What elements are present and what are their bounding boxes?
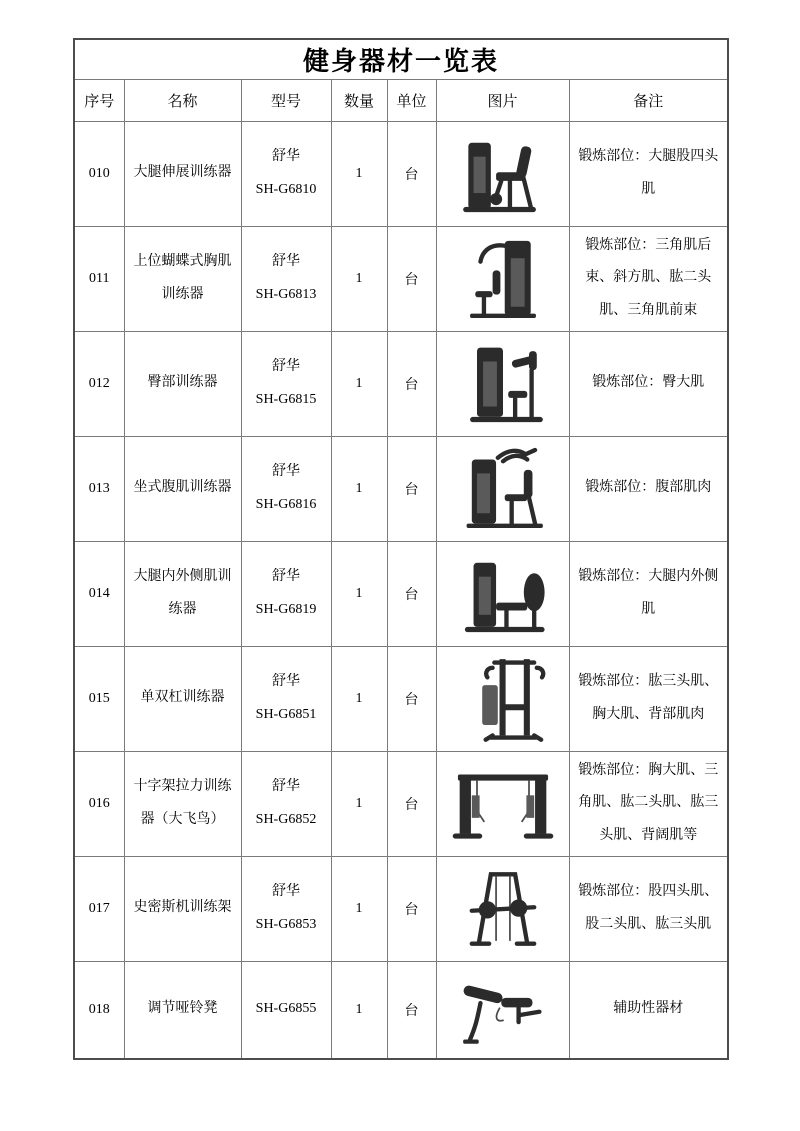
equipment-model-cell <box>241 646 331 751</box>
row-number: 010 <box>74 121 124 226</box>
model-number: SH-G6810 <box>255 181 317 197</box>
unit-value: 台 <box>387 856 436 961</box>
equipment-name: 坐式腹肌训练器 <box>124 436 241 541</box>
equipment-name: 十字架拉力训练器（大飞鸟） <box>124 751 241 856</box>
equipment-image-cell <box>436 121 569 226</box>
unit-value: 台 <box>387 331 436 436</box>
table-row <box>74 331 728 436</box>
equipment-icon <box>452 774 553 838</box>
equipment-name: 臀部训练器 <box>124 331 241 436</box>
equipment-image-cell <box>436 751 569 856</box>
quantity-value: 1 <box>331 121 387 226</box>
smith-machine-image <box>451 863 555 955</box>
equipment-name: 史密斯机训练架 <box>124 856 241 961</box>
quantity-value: 1 <box>331 226 387 331</box>
table-row <box>74 541 728 646</box>
equipment-table <box>73 38 729 1060</box>
column-header-no: 序号 <box>74 79 124 121</box>
model-number: SH-G6815 <box>255 391 317 407</box>
remark-text: 锻炼部位：三角肌后束、斜方肌、肱二头肌、三角肌前束 <box>569 226 728 331</box>
equipment-name: 调节哑铃凳 <box>124 961 241 1059</box>
table-row <box>74 121 728 226</box>
row-number: 011 <box>74 226 124 331</box>
remark-text: 锻炼部位：大腿内外侧肌 <box>569 541 728 646</box>
equipment-icon <box>463 142 536 211</box>
equipment-name: 大腿内外侧肌训练器 <box>124 541 241 646</box>
remark-text: 锻炼部位：臀大肌 <box>569 331 728 436</box>
model-number: SH-G6813 <box>255 286 317 302</box>
quantity-value: 1 <box>331 331 387 436</box>
column-header-image: 图片 <box>436 79 569 121</box>
equipment-model-cell <box>241 856 331 961</box>
remark-text: 锻炼部位：腹部肌肉 <box>569 436 728 541</box>
equipment-icon <box>466 450 542 528</box>
quantity-value: 1 <box>331 961 387 1059</box>
model-number: SH-G6851 <box>255 706 317 722</box>
page-title: 健身器材一览表 <box>74 39 728 79</box>
equipment-icon <box>464 562 544 631</box>
brand-name: 舒华 <box>272 149 300 165</box>
brand-name: 舒华 <box>272 359 300 375</box>
unit-value: 台 <box>387 226 436 331</box>
quantity-value: 1 <box>331 646 387 751</box>
column-header-remark: 备注 <box>569 79 728 121</box>
equipment-icon <box>470 240 536 317</box>
model-number: SH-G6852 <box>255 811 317 827</box>
unit-value: 台 <box>387 121 436 226</box>
leg-extension-machine-image <box>451 128 555 220</box>
remark-text: 锻炼部位：肱三头肌、胸大肌、背部肌肉 <box>569 646 728 751</box>
inner-outer-thigh-machine-image <box>451 548 555 640</box>
column-header-model: 型号 <box>241 79 331 121</box>
equipment-name: 大腿伸展训练器 <box>124 121 241 226</box>
model-number: SH-G6819 <box>255 601 317 617</box>
column-header-name: 名称 <box>124 79 241 121</box>
quantity-value: 1 <box>331 856 387 961</box>
row-number: 018 <box>74 961 124 1059</box>
table-row <box>74 226 728 331</box>
dip-chin-assist-machine-image <box>451 653 555 745</box>
equipment-image-cell <box>436 541 569 646</box>
equipment-icon <box>482 659 543 740</box>
equipment-image-cell <box>436 961 569 1059</box>
equipment-name: 上位蝴蝶式胸肌训练器 <box>124 226 241 331</box>
table-row <box>74 751 728 856</box>
unit-value: 台 <box>387 646 436 751</box>
remark-text: 锻炼部位：胸大肌、三角肌、肱二头肌、肱三头肌、背阔肌等 <box>569 751 728 856</box>
quantity-value: 1 <box>331 751 387 856</box>
column-header-qty: 数量 <box>331 79 387 121</box>
brand-name: 舒华 <box>272 254 300 270</box>
equipment-model-cell <box>241 331 331 436</box>
equipment-model-cell <box>241 541 331 646</box>
equipment-image-cell <box>436 331 569 436</box>
row-number: 016 <box>74 751 124 856</box>
unit-value: 台 <box>387 541 436 646</box>
equipment-model-cell <box>241 121 331 226</box>
model-number: SH-G6853 <box>255 916 317 932</box>
equipment-name: 单双杠训练器 <box>124 646 241 751</box>
row-number: 013 <box>74 436 124 541</box>
equipment-model-cell <box>241 436 331 541</box>
model-number: SH-G6855 <box>255 1001 317 1017</box>
equipment-model-cell <box>241 961 331 1059</box>
unit-value: 台 <box>387 436 436 541</box>
glute-machine-image <box>451 338 555 430</box>
unit-value: 台 <box>387 751 436 856</box>
brand-name: 舒华 <box>272 569 300 585</box>
pec-fly-machine-image <box>451 233 555 325</box>
equipment-model-cell <box>241 751 331 856</box>
equipment-icon <box>470 347 543 422</box>
brand-name: 舒华 <box>272 884 300 900</box>
quantity-value: 1 <box>331 436 387 541</box>
brand-name: 舒华 <box>272 779 300 795</box>
table-row <box>74 646 728 751</box>
document-sheet <box>73 38 729 1060</box>
equipment-icon <box>462 984 539 1043</box>
equipment-icon <box>471 874 533 943</box>
column-header-unit: 单位 <box>387 79 436 121</box>
ab-crunch-machine-image <box>451 443 555 535</box>
remark-text: 辅助性器材 <box>569 961 728 1059</box>
title-row <box>74 39 728 79</box>
brand-name: 舒华 <box>272 464 300 480</box>
table-row <box>74 856 728 961</box>
table-row <box>74 961 728 1059</box>
row-number: 012 <box>74 331 124 436</box>
remark-text: 锻炼部位：大腿股四头肌 <box>569 121 728 226</box>
table-row <box>74 436 728 541</box>
row-number: 017 <box>74 856 124 961</box>
equipment-image-cell <box>436 226 569 331</box>
adjustable-dumbbell-bench-image <box>451 964 555 1056</box>
equipment-model-cell <box>241 226 331 331</box>
equipment-image-cell <box>436 436 569 541</box>
unit-value: 台 <box>387 961 436 1059</box>
equipment-image-cell <box>436 646 569 751</box>
header-row <box>74 79 728 121</box>
equipment-image-cell <box>436 856 569 961</box>
row-number: 014 <box>74 541 124 646</box>
remark-text: 锻炼部位：股四头肌、股二头肌、肱三头肌 <box>569 856 728 961</box>
cable-crossover-machine-image <box>451 758 555 850</box>
model-number: SH-G6816 <box>255 496 317 512</box>
brand-name: 舒华 <box>272 674 300 690</box>
row-number: 015 <box>74 646 124 751</box>
quantity-value: 1 <box>331 541 387 646</box>
